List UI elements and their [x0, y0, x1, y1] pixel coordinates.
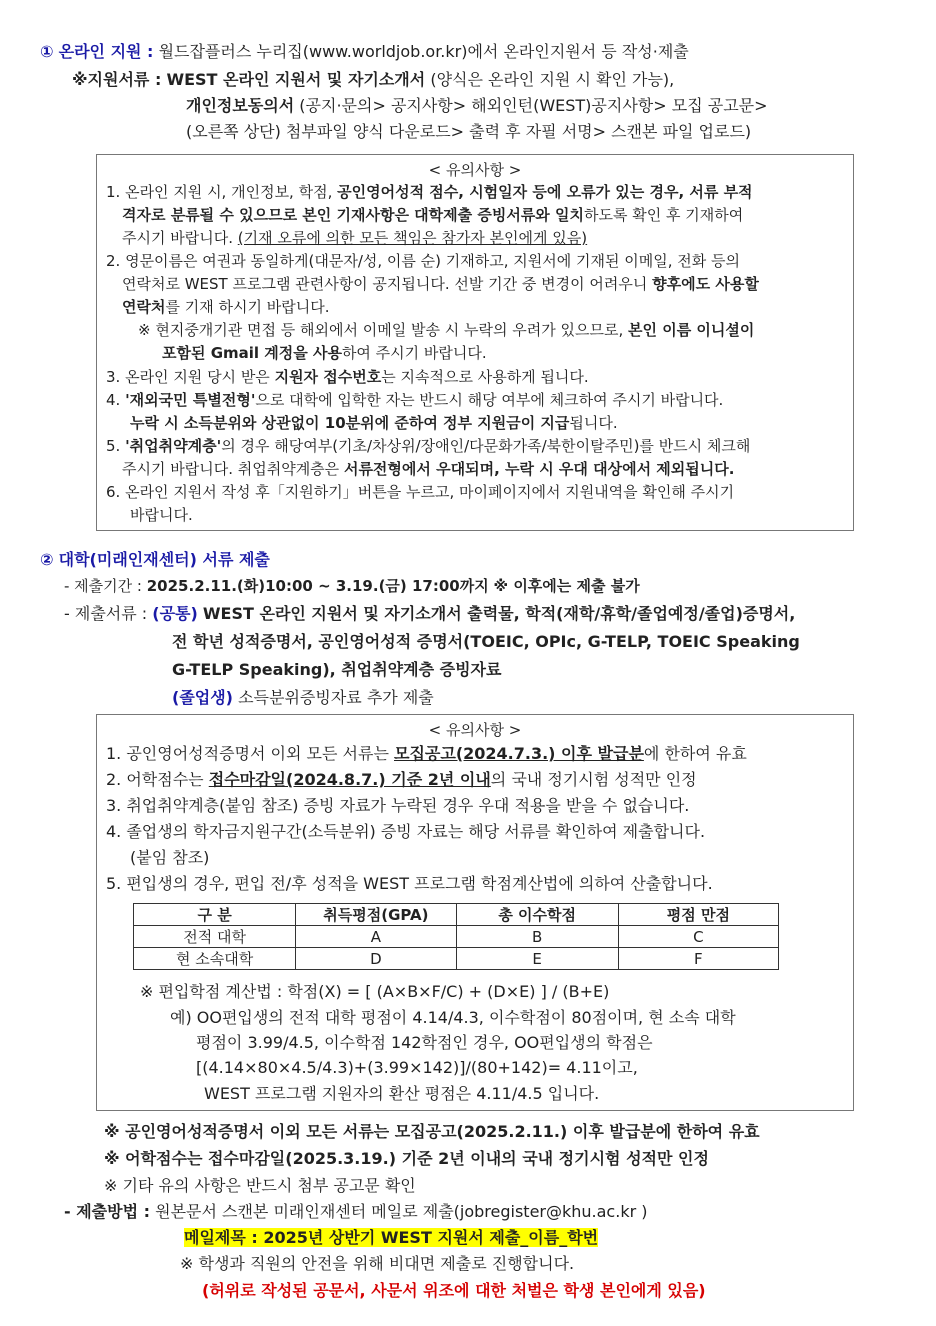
section2-title: 대학(미래인재센터) 서류 제출: [58, 550, 270, 569]
docs-common-tag: (공통): [152, 604, 198, 623]
notice1-item1-line1: [106, 182, 753, 202]
text: 하도록 확인 후 기재하여: [584, 206, 744, 224]
notice1-item2-line2: [122, 274, 759, 294]
section1-docs-line3: (오른쪽 상단) 첨부파일 양식 다운로드> 출력 후 자필 서명> 스캔본 파일 업로드): [186, 122, 752, 141]
table-cell: A: [296, 926, 456, 948]
mail-subject: [184, 1228, 598, 1248]
text: 모집공고(2024.7.3.) 이후 발급분: [394, 744, 644, 763]
transfer-formula: ※ 편입학점 계산법 : 학점(X) = [ (A×B×F/C) + (D×E) ] / (B+E): [140, 982, 610, 1001]
notice1-item5-line1: [106, 436, 750, 456]
docs-item-application: WEST 온라인 지원서 및 자기소개서: [166, 70, 426, 89]
table-row: [134, 926, 779, 948]
note-after-1: ※ 공인영어성적증명서 이외 모든 서류는 모집공고(2025.2.11.) 이후 발급분에 한하여 유효: [104, 1122, 760, 1141]
text: 3. 온라인 지원 당시 받은: [106, 368, 270, 386]
text: 주시기 바랍니다. 취업취약계층은: [122, 460, 340, 478]
text: 접수마감일(2024.8.7.) 기준 2년 이내: [208, 770, 491, 789]
text: 향후에도 사용할: [652, 275, 759, 293]
notice1-item6-line2: 바랍니다.: [130, 506, 193, 524]
text: 포함된 Gmail 계정을 사용: [162, 344, 342, 362]
notice1-item5-line2: [122, 459, 734, 479]
section1-docs-line2: [186, 96, 768, 116]
notice-title: < 유의사항 >: [428, 721, 522, 739]
table-cell: C: [618, 926, 778, 948]
notice1-item2-line1: 2. 영문이름은 여권과 동일하게(대문자/성, 이름 순) 기재하고, 지원서에 기재된 이메일, 전화 등의: [106, 252, 740, 270]
text: 연락처: [122, 298, 166, 316]
table-cell: 현 소속대학: [134, 948, 296, 970]
mail-subject-text: 메일제목 : 2025년 상반기 WEST 지원서 제출_이름_학번: [184, 1228, 599, 1247]
notice2-item4-line2: (붙임 참조): [130, 848, 210, 867]
docs-item-privacy-note: (공지·문의> 공지사항> 해외인턴(WEST)공지사항> 모집 공고문>: [299, 96, 768, 115]
notice1-item4-line2: [130, 413, 618, 433]
period-label: - 제출기간 :: [64, 577, 142, 595]
notice1-item4-line1: [106, 390, 723, 410]
text: 소득분위증빙자료 추가 제출: [238, 688, 434, 707]
text: ※ 현지중개기관 면접 등 해외에서 이메일 발송 시 누락의 우려가 있으므로,: [138, 321, 624, 339]
notice1-item2-line3: [122, 297, 329, 317]
docs-item-note: (양식은 온라인 지원 시 확인 가능),: [430, 70, 675, 89]
section1-desc: 월드잡플러스 누리집(www.worldjob.or.kr)에서 온라인지원서 등 작성·제출: [158, 42, 689, 61]
text: 에 한하여 유효: [643, 744, 747, 763]
note-after-2: ※ 어학점수는 접수마감일(2025.3.19.) 기준 2년 이내의 국내 정기시험 성적만 인정: [104, 1149, 709, 1168]
section1-docs-line1: [72, 70, 674, 90]
notice1-item2-line4: [138, 320, 754, 340]
text: 지원자 접수번호: [274, 368, 382, 386]
section1-heading: [40, 42, 689, 62]
text: 4.: [106, 391, 121, 409]
text: 으로 대학에 입학한 자는 반드시 해당 여부에 체크하여 주시기 바랍니다.: [255, 391, 724, 409]
section2-number: ②: [40, 550, 54, 569]
notice2-item1: [106, 744, 747, 764]
text: 주시기 바랍니다.: [122, 229, 233, 247]
docs-label: - 제출서류 :: [64, 604, 148, 623]
section1-number: ①: [40, 42, 54, 61]
table-header-cell: 평점 만점: [618, 904, 778, 926]
text: 1. 온라인 지원 시, 개인정보, 학점,: [106, 183, 333, 201]
notice1-item2-line5: [162, 343, 487, 363]
notice2-item4-line1: 4. 졸업생의 학자금지원구간(소득분위) 증빙 자료는 해당 서류를 확인하여 제출합니다.: [106, 822, 706, 841]
submit-docs-line3: G-TELP Speaking), 취업취약계층 증빙자료: [172, 660, 502, 679]
text: 의 국내 정기시험 성적만 인정: [490, 770, 697, 789]
method-label: - 제출방법 :: [64, 1202, 151, 1221]
text: 의 경우 해당여부(기초/차상위/장애인/다문화가족/북한이탈주민)를 반드시 체크해: [221, 437, 751, 455]
text: 본인 이름 이니셜이: [628, 321, 755, 339]
table-header-cell: 구 분: [134, 904, 296, 926]
section1-title: 온라인 지원 :: [58, 42, 154, 61]
text: '취업취약계층': [125, 437, 222, 455]
notice-title: < 유의사항 >: [428, 161, 522, 179]
notice2-item5: 5. 편입생의 경우, 편입 전/후 성적을 WEST 프로그램 학점계산법에 의하여 산출합니다.: [106, 874, 713, 893]
example-line3: [(4.14×80×4.5/4.3)+(3.99×142)]/(80+142)= 4.11이고,: [196, 1058, 638, 1077]
submit-period: [64, 576, 640, 596]
text: 를 기재 하시기 바랍니다.: [165, 298, 330, 316]
notice2-item3: 3. 취업취약계층(붙임 참조) 증빙 자료가 누락된 경우 우대 적용을 받을 수 없습니다.: [106, 796, 690, 815]
notice1-item1-line3: [122, 228, 587, 248]
table-header-cell: 취득평점(GPA): [296, 904, 456, 926]
submit-docs-line1: [64, 604, 795, 624]
table-cell: E: [456, 948, 618, 970]
table-cell: F: [618, 948, 778, 970]
text: 격자로 분류될 수 있으므로 본인 기재사항은 대학제출 증빙서류와 일치: [122, 206, 584, 224]
penalty-warning: (허위로 작성된 공문서, 사문서 위조에 대한 처벌은 학생 본인에게 있음): [202, 1281, 706, 1300]
table-cell: 전적 대학: [134, 926, 296, 948]
table-cell: B: [456, 926, 618, 948]
period-note: ※ 이후에는 제출 불가: [493, 577, 640, 595]
text: 누락 시 소득분위와 상관없이 10분위에 준하여 정부 지원금이 지급: [130, 414, 570, 432]
docs-item-privacy: 개인정보동의서: [186, 96, 295, 115]
notice1-item6-line1: 6. 온라인 지원서 작성 후「지원하기」버튼을 누르고, 마이페이지에서 지원내역을 확인해 주시기: [106, 483, 735, 501]
text: WEST 온라인 지원서 및 자기소개서 출력물, 학적(재학/휴학/졸업예정/졸업)증명서,: [202, 604, 796, 623]
period-value: 2025.2.11.(화)10:00 ~ 3.19.(금) 17:00까지: [146, 577, 489, 595]
text: 5.: [106, 437, 121, 455]
text: 됩니다.: [569, 414, 618, 432]
docs-label: ※지원서류 :: [72, 70, 162, 89]
text: 서류전형에서 우대되며, 누락 시 우대 대상에서 제외됩니다.: [343, 460, 735, 478]
table-header-cell: 총 이수학점: [456, 904, 618, 926]
section2-heading: [40, 550, 270, 570]
notice1-item3: [106, 367, 589, 387]
text: 1. 공인영어성적증명서 이외 모든 서류는: [106, 744, 389, 763]
table-row: [134, 948, 779, 970]
table-cell: D: [296, 948, 456, 970]
submit-docs-line4: [172, 688, 434, 708]
example-line2: 평점이 3.99/4.5, 이수학점 142학점인 경우, OO편입생의 학점은: [196, 1033, 653, 1052]
text: 공인영어성적 점수, 시험일자 등에 오류가 있는 경우, 서류 부적: [337, 183, 753, 201]
method-value: 원본문서 스캔본 미래인재센터 메일로 제출(jobregister@khu.ac.kr ): [155, 1202, 648, 1221]
notice1-item1-line2: [122, 205, 743, 225]
text: '재외국민 특별전형': [125, 391, 256, 409]
example-line4: WEST 프로그램 지원자의 환산 평점은 4.11/4.5 입니다.: [204, 1084, 600, 1103]
submit-method: [64, 1202, 648, 1222]
gpa-table: [133, 903, 779, 970]
text: 는 지속적으로 사용하게 됩니다.: [381, 368, 589, 386]
note-after-3: ※ 기타 유의 사항은 반드시 첨부 공고문 확인: [104, 1176, 416, 1195]
text: (기재 오류에 의한 모든 책임은 참가자 본인에게 있음): [237, 229, 588, 247]
notice2-item2: [106, 770, 697, 790]
text: 연락처로 WEST 프로그램 관련사항이 공지됩니다. 선발 기간 중 변경이 어려우니: [122, 275, 648, 293]
example-line1: 예) OO편입생의 전적 대학 평점이 4.14/4.3, 이수학점이 80점이며, 현 소속 대학: [170, 1008, 736, 1027]
text: 2. 어학점수는: [106, 770, 204, 789]
safety-note: ※ 학생과 직원의 안전을 위해 비대면 제출로 진행합니다.: [180, 1254, 575, 1273]
text: 하여 주시기 바랍니다.: [341, 344, 487, 362]
table-header-row: [134, 904, 779, 926]
submit-docs-line2: 전 학년 성적증명서, 공인영어성적 증명서(TOEIC, OPIc, G-TELP, TOEIC Speaking: [172, 632, 800, 651]
docs-grad-tag: (졸업생): [172, 688, 233, 707]
